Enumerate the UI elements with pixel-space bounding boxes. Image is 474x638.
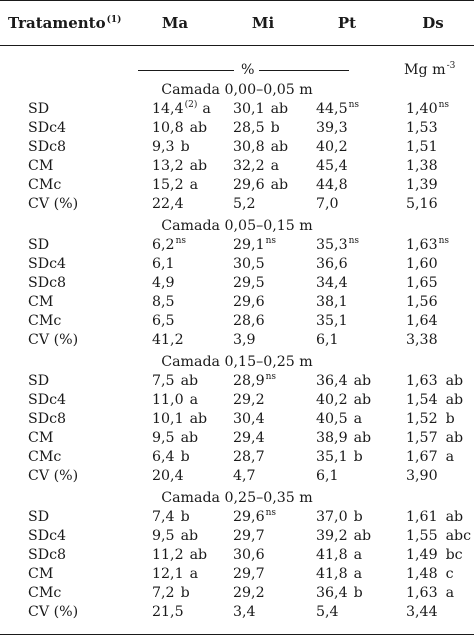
cell-ds <box>406 603 446 623</box>
row-treatment: SDc8 <box>28 547 67 563</box>
row-treatment: CMc <box>28 449 62 465</box>
cell-mi <box>233 429 271 449</box>
cell-ds <box>406 565 454 585</box>
cell-mi <box>233 100 288 120</box>
row-treatment: SD <box>28 509 50 525</box>
cell-value: 1,38 <box>406 158 438 174</box>
cell-value: 29,7 <box>233 528 265 544</box>
cell-pt <box>316 565 362 585</box>
cell-value: 12,1 <box>152 566 184 582</box>
cell-value: 1,67 <box>406 449 438 465</box>
cell-letter: a <box>270 158 280 174</box>
cell-ma <box>152 100 211 120</box>
cell-ds <box>406 448 454 468</box>
cell-superscript: ns <box>265 372 277 382</box>
cell-value: 9,5 <box>152 528 175 544</box>
cell-value: 1,51 <box>406 139 438 155</box>
cell-value: 11,0 <box>152 392 184 408</box>
row-treatment: SDc4 <box>28 256 67 272</box>
cell-letter: b <box>270 120 280 136</box>
cell-value: 29,7 <box>233 566 265 582</box>
cell-value: 3,44 <box>406 604 438 620</box>
cell-ds <box>406 429 463 449</box>
header-ma: Ma <box>161 14 189 32</box>
cell-letter: ab <box>445 430 464 446</box>
cell-pt <box>316 603 345 623</box>
cell-letter: b <box>353 585 363 601</box>
cell-value: 1,48 <box>406 566 438 582</box>
cell-value: 3,4 <box>233 604 256 620</box>
cell-value: 36,6 <box>316 256 348 272</box>
cell-pt <box>316 508 363 528</box>
cell-ma <box>152 410 207 430</box>
cell-value: 1,52 <box>406 411 438 427</box>
cell-letter: ab <box>445 373 464 389</box>
cell-ma <box>152 467 190 487</box>
cell-ma <box>152 391 198 411</box>
header-ds: Ds <box>422 14 444 32</box>
cell-value: 30,6 <box>233 547 265 563</box>
cell-letter: ab <box>189 547 208 563</box>
cell-letter: b <box>353 449 363 465</box>
cell-ds <box>406 255 446 275</box>
cell-value: 1,64 <box>406 313 438 329</box>
cell-letter: a <box>353 411 363 427</box>
cell-value: 29,6 <box>233 294 265 310</box>
cell-ds <box>406 527 471 547</box>
cell-pt <box>316 372 371 392</box>
cell-mi <box>233 565 271 585</box>
cell-value: 35,1 <box>316 313 348 329</box>
cell-letter: b <box>180 139 190 155</box>
cell-pt <box>316 546 362 566</box>
row-treatment: CV (%) <box>28 604 79 620</box>
row-treatment: CM <box>28 430 54 446</box>
cell-value: 6,4 <box>152 449 175 465</box>
cell-value: 1,63 <box>406 237 438 253</box>
cell-value: 29,1 <box>233 237 265 253</box>
layer-title: Camada 0,00–0,05 m <box>161 82 313 98</box>
cell-value: 1,60 <box>406 256 438 272</box>
unit-percent: % <box>241 62 255 78</box>
cell-value: 35,3 <box>316 237 348 253</box>
cell-letter: c <box>445 566 454 582</box>
cell-value: 29,4 <box>233 430 265 446</box>
cell-letter: ab <box>270 139 289 155</box>
cell-ds <box>406 176 446 196</box>
row-treatment: CM <box>28 294 54 310</box>
cell-letter: ab <box>189 120 208 136</box>
cell-value: 45,4 <box>316 158 348 174</box>
cell-value: 1,53 <box>406 120 438 136</box>
cell-ma <box>152 429 198 449</box>
cell-value: 39,3 <box>316 120 348 136</box>
cell-superscript: ns <box>175 236 186 246</box>
cell-pt <box>316 584 363 604</box>
cell-superscript: ns <box>348 236 360 246</box>
cell-ds <box>406 546 463 566</box>
cell-value: 1,39 <box>406 177 438 193</box>
row-treatment: SD <box>28 237 50 253</box>
cell-value: 6,1 <box>316 468 339 484</box>
cell-mi <box>233 119 280 139</box>
cell-mi <box>233 508 281 528</box>
cell-value: 36,4 <box>316 373 348 389</box>
cell-value: 44,5 <box>316 101 348 117</box>
cell-mi <box>233 527 271 547</box>
cell-superscript: ns <box>265 508 277 518</box>
cell-pt <box>316 467 345 487</box>
cell-value: 1,61 <box>406 509 438 525</box>
cell-value: 20,4 <box>152 468 184 484</box>
cell-value: 29,5 <box>233 275 265 291</box>
cell-pt <box>316 255 354 275</box>
cell-value: 41,2 <box>152 332 184 348</box>
cell-value: 30,4 <box>233 411 265 427</box>
cell-letter: abc <box>445 528 472 544</box>
cell-value: 28,9 <box>233 373 265 389</box>
cell-letter: ab <box>180 373 199 389</box>
cell-ma <box>152 584 190 604</box>
cell-ma <box>152 119 207 139</box>
cell-ds <box>406 584 454 604</box>
header-mi: Mi <box>251 14 275 32</box>
cell-ma <box>152 331 190 351</box>
cell-ds <box>406 195 446 215</box>
row-treatment: SDc8 <box>28 139 67 155</box>
cell-pt <box>316 527 371 547</box>
cell-ma <box>152 565 198 585</box>
cell-ds <box>406 236 456 256</box>
cell-value: 29,6 <box>233 509 265 525</box>
cell-ma <box>152 293 181 313</box>
cell-pt <box>316 100 364 120</box>
row-treatment: SD <box>28 373 50 389</box>
cell-ds <box>406 312 446 332</box>
cell-pt <box>316 410 362 430</box>
cell-value: 7,0 <box>316 196 339 212</box>
cell-ds <box>406 138 446 158</box>
cell-value: 29,2 <box>233 585 265 601</box>
cell-value: 1,49 <box>406 547 438 563</box>
cell-ma <box>152 312 181 332</box>
header-rule <box>0 45 474 46</box>
cell-letter: ab <box>353 373 372 389</box>
cell-value: 6,5 <box>152 313 175 329</box>
cell-pt <box>316 391 371 411</box>
row-treatment: CV (%) <box>28 468 79 484</box>
cell-letter: ab <box>353 430 372 446</box>
cell-value: 7,4 <box>152 509 175 525</box>
cell-value: 3,9 <box>233 332 256 348</box>
cell-value: 1,63 <box>406 373 438 389</box>
cell-mi <box>233 448 271 468</box>
cell-value: 39,2 <box>316 528 348 544</box>
cell-value: 10,1 <box>152 411 184 427</box>
cell-value: 1,65 <box>406 275 438 291</box>
cell-letter: a <box>202 101 211 117</box>
cell-superscript: ns <box>438 236 450 246</box>
row-treatment: CM <box>28 566 54 582</box>
cell-letter: a <box>353 547 363 563</box>
cell-value: 32,2 <box>233 158 265 174</box>
row-treatment: SDc4 <box>28 528 67 544</box>
layer-title: Camada 0,25–0,35 m <box>161 490 313 506</box>
cell-value: 10,8 <box>152 120 184 136</box>
cell-value: 28,5 <box>233 120 265 136</box>
cell-letter: b <box>180 585 190 601</box>
cell-value: 44,8 <box>316 177 348 193</box>
cell-pt <box>316 429 371 449</box>
cell-ma <box>152 236 191 256</box>
cell-value: 34,4 <box>316 275 348 291</box>
row-treatment: SDc4 <box>28 120 67 136</box>
row-treatment: CM <box>28 158 54 174</box>
cell-ma <box>152 508 190 528</box>
cell-value: 41,8 <box>316 566 348 582</box>
cell-mi <box>233 331 262 351</box>
cell-ma <box>152 157 207 177</box>
cell-value: 38,1 <box>316 294 348 310</box>
cell-value: 38,9 <box>316 430 348 446</box>
cell-letter: ab <box>270 101 289 117</box>
cell-mi <box>233 255 271 275</box>
cell-value: 22,4 <box>152 196 184 212</box>
cell-letter: a <box>189 392 199 408</box>
row-treatment: SDc8 <box>28 275 67 291</box>
cell-letter: b <box>445 411 455 427</box>
cell-value: 6,1 <box>152 256 175 272</box>
top-rule <box>0 0 474 1</box>
cell-superscript: ns <box>265 236 277 246</box>
cell-ds <box>406 331 446 351</box>
cell-ma <box>152 546 207 566</box>
cell-superscript: (2) <box>184 100 198 110</box>
cell-ma <box>152 372 198 392</box>
row-treatment: SDc4 <box>28 392 67 408</box>
cell-mi <box>233 603 262 623</box>
cell-value: 1,40 <box>406 101 438 117</box>
cell-value: 14,4 <box>152 101 184 117</box>
cell-letter: ab <box>353 392 372 408</box>
cell-value: 5,2 <box>233 196 256 212</box>
cell-value: 30,1 <box>233 101 265 117</box>
cell-value: 3,38 <box>406 332 438 348</box>
layer-title: Camada 0,15–0,25 m <box>161 354 313 370</box>
cell-letter: b <box>353 509 363 525</box>
header-treatment: Tratamento$^{(1)}$ <box>8 14 122 32</box>
cell-letter: ab <box>353 528 372 544</box>
cell-value: 7,5 <box>152 373 175 389</box>
cell-mi <box>233 236 281 256</box>
unit-dash-right <box>259 70 349 71</box>
cell-ma <box>152 138 190 158</box>
cell-value: 7,2 <box>152 585 175 601</box>
cell-ds <box>406 508 463 528</box>
cell-letter: ab <box>445 509 464 525</box>
cell-mi <box>233 372 281 392</box>
row-treatment: CV (%) <box>28 332 79 348</box>
cell-letter: a <box>353 566 363 582</box>
cell-ds <box>406 391 463 411</box>
cell-value: 29,2 <box>233 392 265 408</box>
cell-value: 1,55 <box>406 528 438 544</box>
cell-pt <box>316 331 345 351</box>
cell-letter: b <box>180 509 190 525</box>
cell-ds <box>406 100 456 120</box>
cell-ma <box>152 274 181 294</box>
cell-value: 15,2 <box>152 177 184 193</box>
cell-ma <box>152 255 181 275</box>
cell-pt <box>316 293 354 313</box>
row-treatment: CV (%) <box>28 196 79 212</box>
cell-mi <box>233 546 271 566</box>
cell-pt <box>316 448 363 468</box>
cell-value: 6,2 <box>152 237 175 253</box>
cell-mi <box>233 138 288 158</box>
cell-mi <box>233 312 271 332</box>
cell-mi <box>233 157 279 177</box>
cell-value: 29,6 <box>233 177 265 193</box>
cell-letter: a <box>189 566 199 582</box>
cell-value: 1,63 <box>406 585 438 601</box>
cell-letter: a <box>445 449 455 465</box>
unit-ds: Mg $m^{-3}$ <box>404 61 456 78</box>
cell-superscript: ns <box>438 100 450 110</box>
cell-pt <box>316 195 345 215</box>
cell-superscript: ns <box>348 100 360 110</box>
cell-value: 21,5 <box>152 604 184 620</box>
cell-mi <box>233 274 271 294</box>
cell-value: 11,2 <box>152 547 184 563</box>
cell-value: 30,5 <box>233 256 265 272</box>
cell-pt <box>316 274 354 294</box>
cell-value: 35,1 <box>316 449 348 465</box>
cell-mi <box>233 391 271 411</box>
cell-value: 41,8 <box>316 547 348 563</box>
cell-value: 40,2 <box>316 392 348 408</box>
cell-value: 1,54 <box>406 392 438 408</box>
bottom-rule <box>0 634 474 635</box>
cell-letter: ab <box>180 430 199 446</box>
cell-value: 37,0 <box>316 509 348 525</box>
cell-letter: ab <box>189 411 208 427</box>
cell-ds <box>406 293 446 313</box>
row-treatment: CMc <box>28 313 62 329</box>
cell-value: 40,5 <box>316 411 348 427</box>
cell-ma <box>152 603 190 623</box>
cell-value: 30,8 <box>233 139 265 155</box>
cell-value: 1,56 <box>406 294 438 310</box>
cell-value: 8,5 <box>152 294 175 310</box>
cell-value: 1,57 <box>406 430 438 446</box>
cell-mi <box>233 293 271 313</box>
cell-pt <box>316 157 354 177</box>
cell-ma <box>152 448 190 468</box>
cell-letter: ab <box>189 158 208 174</box>
row-treatment: SD <box>28 101 50 117</box>
cell-letter: a <box>445 585 455 601</box>
cell-mi <box>233 176 288 196</box>
cell-value: 28,6 <box>233 313 265 329</box>
cell-ma <box>152 527 198 547</box>
row-treatment: CMc <box>28 177 62 193</box>
cell-value: 9,3 <box>152 139 175 155</box>
row-treatment: CMc <box>28 585 62 601</box>
cell-value: 4,9 <box>152 275 175 291</box>
cell-pt <box>316 176 354 196</box>
cell-value: 3,90 <box>406 468 438 484</box>
cell-ds <box>406 467 446 487</box>
cell-ds <box>406 372 463 392</box>
cell-letter: a <box>189 177 199 193</box>
layer-title: Camada 0,05–0,15 m <box>161 218 313 234</box>
cell-mi <box>233 467 262 487</box>
cell-letter: bc <box>445 547 463 563</box>
header-pt: Pt <box>337 14 357 32</box>
cell-ds <box>406 410 455 430</box>
cell-mi <box>233 195 262 215</box>
cell-pt <box>316 312 354 332</box>
cell-ma <box>152 176 198 196</box>
cell-letter: ab <box>270 177 289 193</box>
cell-value: 4,7 <box>233 468 256 484</box>
cell-ds <box>406 274 446 294</box>
cell-value: 36,4 <box>316 585 348 601</box>
row-treatment: SDc8 <box>28 411 67 427</box>
cell-ds <box>406 157 446 177</box>
cell-pt <box>316 119 354 139</box>
cell-value: 5,4 <box>316 604 339 620</box>
cell-value: 28,7 <box>233 449 265 465</box>
cell-ds <box>406 119 446 139</box>
cell-value: 40,2 <box>316 139 348 155</box>
cell-mi <box>233 410 271 430</box>
cell-letter: ab <box>445 392 464 408</box>
cell-letter: ab <box>180 528 199 544</box>
cell-value: 5,16 <box>406 196 438 212</box>
cell-letter: b <box>180 449 190 465</box>
cell-pt <box>316 138 354 158</box>
cell-pt <box>316 236 364 256</box>
cell-value: 6,1 <box>316 332 339 348</box>
cell-value: 13,2 <box>152 158 184 174</box>
cell-mi <box>233 584 271 604</box>
cell-value: 9,5 <box>152 430 175 446</box>
cell-ma <box>152 195 190 215</box>
unit-dash-left <box>138 70 234 71</box>
